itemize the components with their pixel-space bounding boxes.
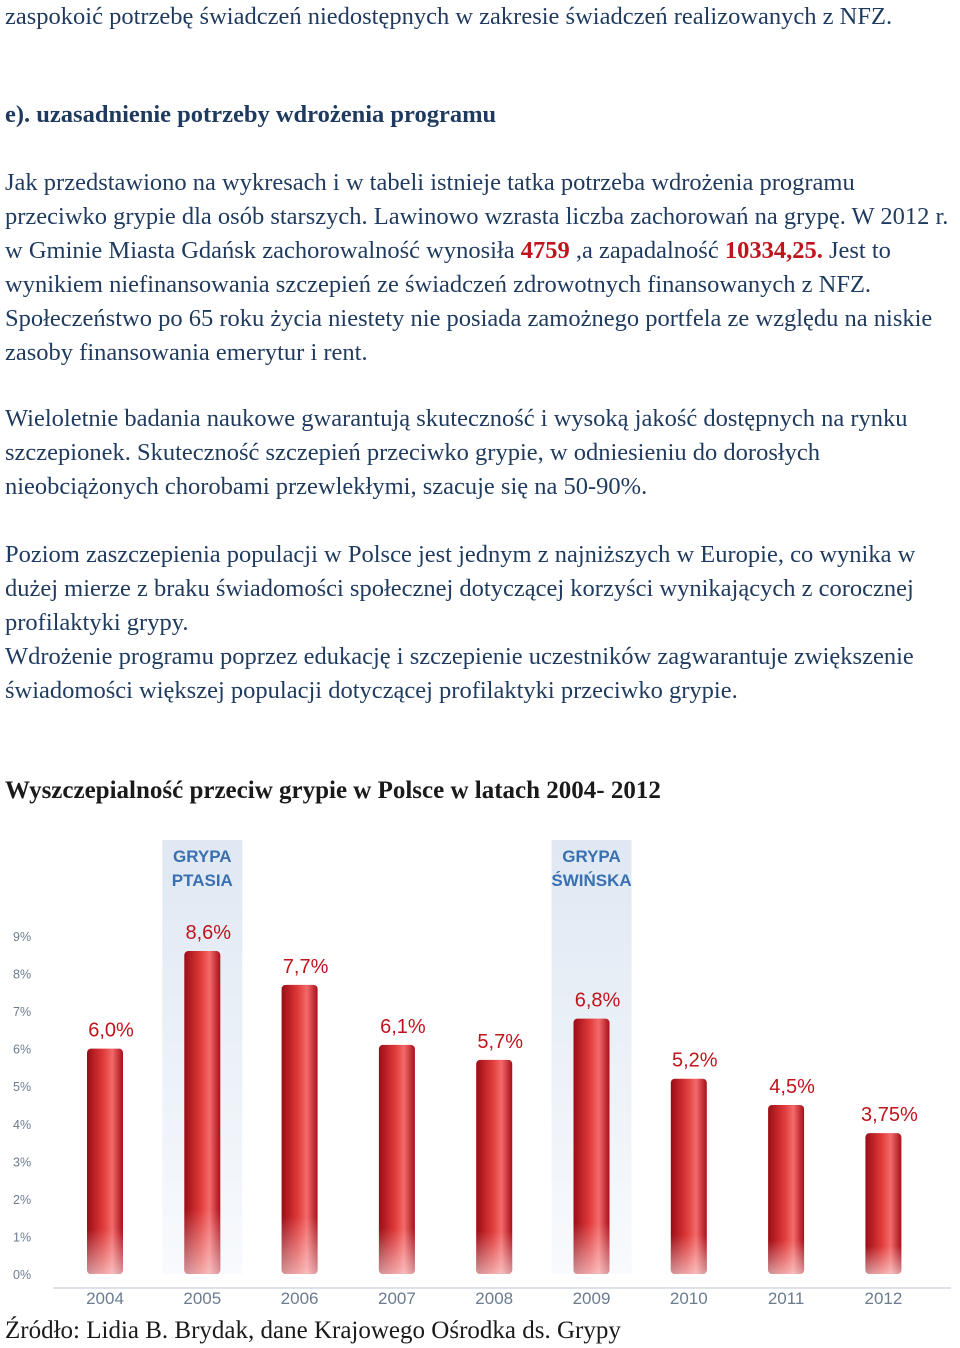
- vaccination-chart: [5, 840, 957, 1316]
- bar-fade-2007: [379, 1045, 415, 1274]
- x-tick-label-2011: 2011: [767, 1289, 805, 1308]
- annotation-line1-2009: GRYPA: [562, 847, 621, 866]
- x-tick-label-2009: 2009: [572, 1289, 611, 1308]
- y-tick-label: 5%: [13, 1080, 32, 1095]
- incidence-value: 4759: [520, 237, 570, 264]
- x-tick-label-2010: 2010: [669, 1289, 708, 1308]
- annotation-line2-2009: ŚWIŃSKA: [551, 871, 632, 890]
- bar-fade-2008: [476, 1060, 512, 1274]
- annotation-line2-2005: PTASIA: [171, 871, 233, 890]
- y-tick-label: 3%: [13, 1155, 32, 1170]
- source-caption: Źródło: Lidia B. Brydak, dane Krajowego Ośrodka ds. Grypy: [5, 1317, 621, 1344]
- bar-fade-2005: [184, 951, 220, 1274]
- x-tick-label-2008: 2008: [475, 1289, 514, 1308]
- y-tick-label: 4%: [13, 1117, 32, 1132]
- chart-heading: Wyszczepialność przeciw grypie w Polsce w latach 2004- 2012: [5, 777, 661, 804]
- y-tick-label: 0%: [13, 1268, 32, 1282]
- x-tick-label-2006: 2006: [280, 1289, 319, 1308]
- morbidity-value: 10334,25.: [724, 237, 823, 264]
- y-tick-label: 6%: [13, 1042, 32, 1057]
- value-label-2005: 8,6%: [185, 922, 232, 945]
- annotation-line1-2005: GRYPA: [173, 847, 232, 866]
- value-label-2007: 6,1%: [380, 1015, 426, 1038]
- bar-fade-2004: [87, 1049, 123, 1274]
- y-tick-label: 9%: [13, 930, 32, 944]
- x-tick-label-2005: 2005: [183, 1289, 222, 1308]
- x-tick-label-2012: 2012: [864, 1289, 903, 1308]
- value-label-2006: 7,7%: [282, 955, 329, 978]
- bar-fade-2010: [671, 1079, 707, 1274]
- value-label-2008: 5,7%: [477, 1030, 523, 1053]
- main-text-1: Jak przedstawiono na wykresach i w tabeli istnieje tatka potrzeba wdrożenia programu przeciwko grypie dla osób starszych. Lawinowo wzrasta liczba zachorowań na grypę. W 2012 r. w Gminie Miasta Gdańsk zachorowalność wynosiła: [5, 169, 949, 264]
- value-label-2009: 6,8%: [574, 989, 621, 1012]
- value-label-2011: 4,5%: [769, 1076, 815, 1098]
- y-tick-label: 8%: [13, 967, 32, 982]
- y-tick-label: 2%: [13, 1192, 32, 1207]
- value-label-2004: 6,0%: [88, 1019, 134, 1042]
- implementation-paragraph: Wdrożenie programu poprzez edukację i szczepienie uczestników zagwarantuje zwiększenie świadomości większej populacji dotyczącej profilaktyki przeciwko grypie.: [5, 643, 914, 704]
- intro-paragraph: zaspokoić potrzebę świadczeń niedostępnych w zakresie świadczeń realizowanych z NFZ.: [5, 3, 893, 30]
- bar-fade-2006: [282, 985, 318, 1274]
- x-tick-label-2004: 2004: [86, 1289, 124, 1308]
- y-tick-label: 1%: [13, 1230, 32, 1245]
- chart-svg: [5, 840, 957, 1316]
- vaccination-level-paragraph: Poziom zaszczepienia populacji w Polsce jest jednym z najniższych w Europie, co wynika w dużej mierze z braku świadomości społecznej dotyczącej korzyści wynikających z corocznej profilaktyki grypy.: [5, 541, 916, 636]
- value-label-2012: 3,75%: [861, 1104, 918, 1127]
- section-heading: e). uzasadnienie potrzeby wdrożenia programu: [5, 101, 497, 128]
- value-label-2010: 5,2%: [672, 1049, 718, 1072]
- bar-fade-2011: [768, 1105, 804, 1274]
- research-paragraph: Wieloletnie badania naukowe gwarantują skuteczność i wysoką jakość dostępnych na rynku szczepionek. Skuteczność szczepień przeciwko grypie, w odniesieniu do dorosłych nieobciążonych chorobami przewlekłymi, szacuje się na 50-90%.: [5, 405, 908, 500]
- main-paragraph: [5, 166, 955, 370]
- main-text-3: Jest to wynikiem niefinansowania szczepień ze świadczeń zdrowotnych finansowanych z NFZ. Społeczeństwo po 65 roku życia niestety nie posiada zamożnego portfela ze względu na niskie zasoby finansowania emerytur i rent.: [5, 237, 933, 366]
- main-text-2: ,a zapadalność: [569, 237, 725, 264]
- bar-fade-2012: [865, 1133, 901, 1274]
- bar-fade-2009: [574, 1019, 610, 1274]
- y-tick-label: 7%: [13, 1005, 32, 1020]
- x-tick-label-2007: 2007: [377, 1289, 416, 1308]
